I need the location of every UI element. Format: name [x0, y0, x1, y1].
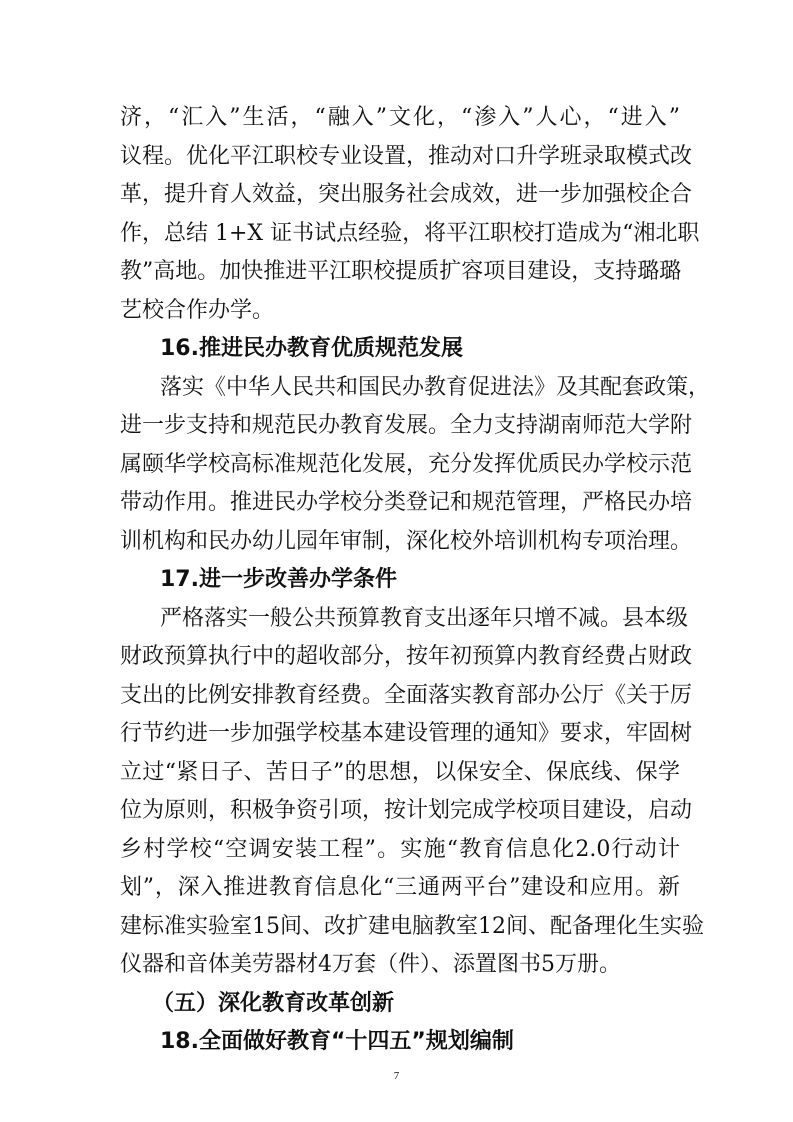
paragraph-line: 艺校合作办学。 [120, 298, 275, 323]
paragraph-line: 财政预算执行中的超收部分，按年初预算内教育经费占财政 [120, 644, 693, 669]
page-number: 7 [393, 1070, 400, 1082]
paragraph-line: 行节约进一步加强学校基本建设管理的通知》要求，牢固树 [120, 721, 693, 746]
paragraph-line: 建标准实验室15间、改扩建电脑教室12间、配备理化生实验 [120, 914, 704, 939]
paragraph-line: 支出的比例安排教育经费。全面落实教育部办公厅《关于厉 [120, 683, 693, 708]
paragraph-line: 教”高地。加快推进平江职校提质扩容项目建设，支持璐璐 [120, 259, 682, 284]
paragraph-line: 带动作用。推进民办学校分类登记和规范管理，严格民办培 [120, 490, 693, 515]
paragraph-line: 作，总结 1+X 证书试点经验，将平江职校打造成为“湘北职 [120, 221, 700, 246]
section-16-heading: 16.推进民办教育优质规范发展 [160, 336, 463, 361]
paragraph-line: 议程。优化平江职校专业设置，推动对口升学班录取模式改 [120, 144, 693, 169]
paragraph-line: 济，“汇入”生活，“融入”文化，“渗入”人心，“进入” [120, 105, 680, 130]
paragraph-line: 仪器和音体美劳器材4万套（件）、添置图书5万册。 [120, 952, 621, 977]
paragraph-line: 位为原则，积极争资引项，按计划完成学校项目建设，启动 [120, 798, 693, 823]
paragraph-line: 划”，深入推进教育信息化“三通两平台”建设和应用。新 [120, 875, 680, 900]
section-17-heading: 17.进一步改善办学条件 [160, 567, 397, 592]
paragraph-line: 落实《中华人民共和国民办教育促进法》及其配套政策， [160, 375, 711, 400]
paragraph-line: 立过“紧日子、苦日子”的思想，以保安全、保底线、保学 [120, 760, 680, 785]
paragraph-line: 进一步支持和规范民办教育发展。全力支持湖南师范大学附 [120, 413, 693, 438]
paragraph-line: 严格落实一般公共预算教育支出逐年只增不减。县本级 [160, 606, 689, 631]
section-18-heading: 18.全面做好教育“十四五”规划编制 [160, 1029, 514, 1054]
part-5-heading: （五）深化教育改革创新 [152, 991, 395, 1016]
paragraph-line: 乡村学校“空调安装工程”。实施“教育信息化2.0行动计 [120, 837, 680, 862]
paragraph-line: 训机构和民办幼儿园年审制，深化校外培训机构专项治理。 [120, 529, 693, 554]
paragraph-line: 革，提升育人效益，突出服务社会成效，进一步加强校企合 [120, 182, 693, 207]
paragraph-line: 属颐华学校高标准规范化发展，充分发挥优质民办学校示范 [120, 452, 693, 477]
